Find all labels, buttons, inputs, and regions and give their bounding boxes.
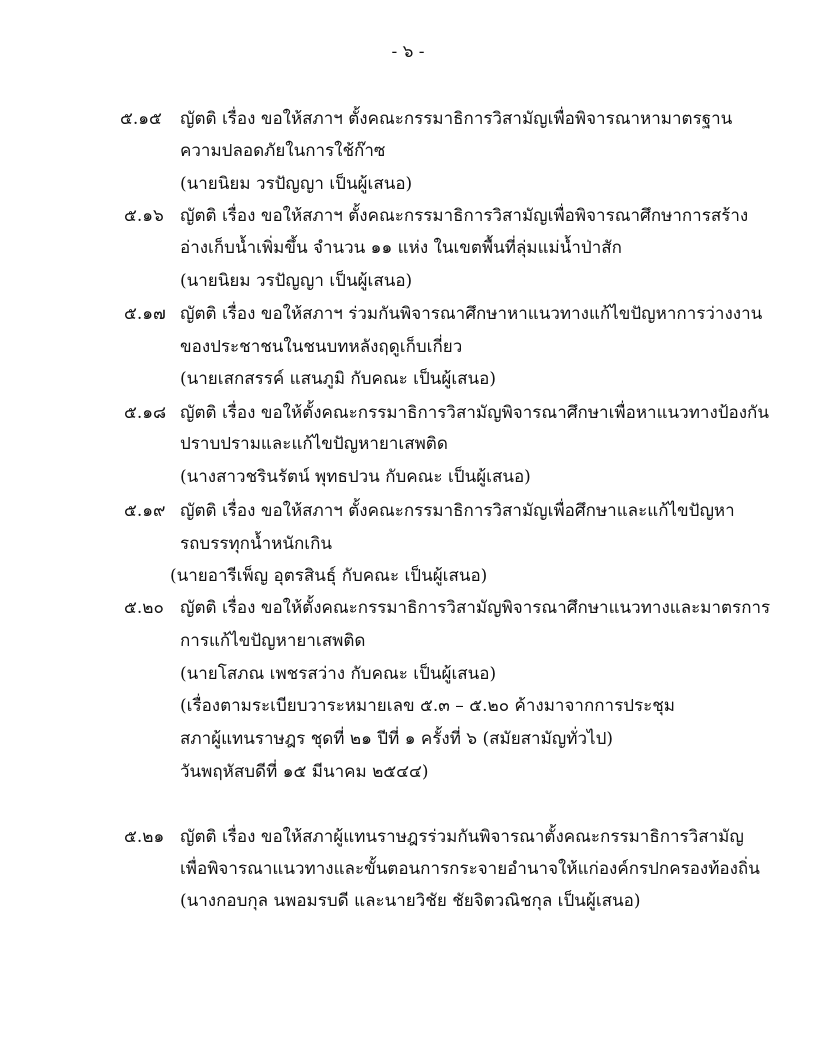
- item-number: ๕.๒๑: [124, 827, 165, 847]
- item-number: ๕.๑๙: [124, 501, 166, 521]
- item-note-line: วันพฤหัสบดีที่ ๑๕ มีนาคม ๒๕๔๔): [180, 762, 429, 782]
- item-title-line: อ่างเก็บน้ำเพิ่มขึ้น จำนวน ๑๑ แห่ง ในเขตพื้นที่ลุ่มแม่น้ำป่าสัก: [180, 238, 622, 258]
- item-title-line: ของประชาชนในชนบทหลังฤดูเก็บเกี่ยว: [180, 337, 463, 357]
- item-title-line: ญัตติ เรื่อง ขอให้สภาฯ ตั้งคณะกรรมาธิการวิสามัญเพื่อศึกษาและแก้ไขปัญหา: [180, 501, 735, 521]
- item-number: ๕.๑๕: [120, 109, 162, 129]
- item-title-line: ความปลอดภัยในการใช้ก๊าซ: [180, 141, 386, 161]
- item-proposer: (นางกอบกุล นพอมรบดี และนายวิชัย ชัยจิตวณิชกุล เป็นผู้เสนอ): [180, 891, 641, 911]
- item-title-line: เพื่อพิจารณาแนวทางและขั้นตอนการกระจายอำนาจให้แก่องค์กรปกครองท้องถิ่น: [180, 859, 760, 879]
- page-number: - ๖ -: [391, 42, 425, 62]
- item-proposer: (นายอารีเพ็ญ อุตรสินธุ์ กับคณะ เป็นผู้เสนอ): [170, 566, 488, 586]
- item-number: ๕.๑๖: [124, 206, 164, 226]
- item-number: ๕.๒๐: [124, 598, 164, 618]
- item-title-line: ญัตติ เรื่อง ขอให้ตั้งคณะกรรมาธิการวิสามัญพิจารณาศึกษาแนวทางและมาตรการ: [180, 598, 771, 618]
- item-proposer: (นายนิยม วรปัญญา เป็นผู้เสนอ): [180, 271, 413, 291]
- item-title-line: ญัตติ เรื่อง ขอให้สภาฯ ตั้งคณะกรรมาธิการวิสามัญเพื่อพิจารณาศึกษาการสร้าง: [180, 206, 749, 226]
- item-proposer: (นายโสภณ เพชรสว่าง กับคณะ เป็นผู้เสนอ): [180, 664, 497, 684]
- item-number: ๕.๑๗: [124, 304, 166, 324]
- item-title-line: การแก้ไขปัญหายาเสพติด: [180, 631, 366, 651]
- item-title-line: ญัตติ เรื่อง ขอให้สภาฯ ตั้งคณะกรรมาธิการวิสามัญเพื่อพิจารณาหามาตรฐาน: [180, 109, 733, 129]
- item-proposer: (นายเสกสรรค์ แสนภูมิ กับคณะ เป็นผู้เสนอ): [180, 369, 497, 389]
- item-title-line: รถบรรทุกน้ำหนักเกิน: [180, 534, 332, 554]
- item-number: ๕.๑๘: [124, 403, 167, 423]
- item-proposer: (นางสาวชรินรัตน์ พุทธปวน กับคณะ เป็นผู้เสนอ): [180, 467, 531, 487]
- item-note-line: สภาผู้แทนราษฎร ชุดที่ ๒๑ ปีที่ ๑ ครั้งที่ ๖ (สมัยสามัญทั่วไป): [180, 729, 614, 749]
- item-title-line: ญัตติ เรื่อง ขอให้ตั้งคณะกรรมาธิการวิสามัญพิจารณาศึกษาเพื่อหาแนวทางป้องกัน: [180, 403, 769, 423]
- item-note-line: (เรื่องตามระเบียบวาระหมายเลข ๕.๓ – ๕.๒๐ ค้างมาจากการประชุม: [180, 696, 676, 716]
- item-proposer: (นายนิยม วรปัญญา เป็นผู้เสนอ): [180, 174, 413, 194]
- item-title-line: ปราบปรามและแก้ไขปัญหายาเสพติด: [180, 434, 448, 454]
- item-title-line: ญัตติ เรื่อง ขอให้สภาฯ ร่วมกันพิจารณาศึกษาหาแนวทางแก้ไขปัญหาการว่างงาน: [180, 304, 763, 324]
- item-title-line: ญัตติ เรื่อง ขอให้สภาผู้แทนราษฎรร่วมกันพิจารณาตั้งคณะกรรมาธิการวิสามัญ: [180, 827, 744, 847]
